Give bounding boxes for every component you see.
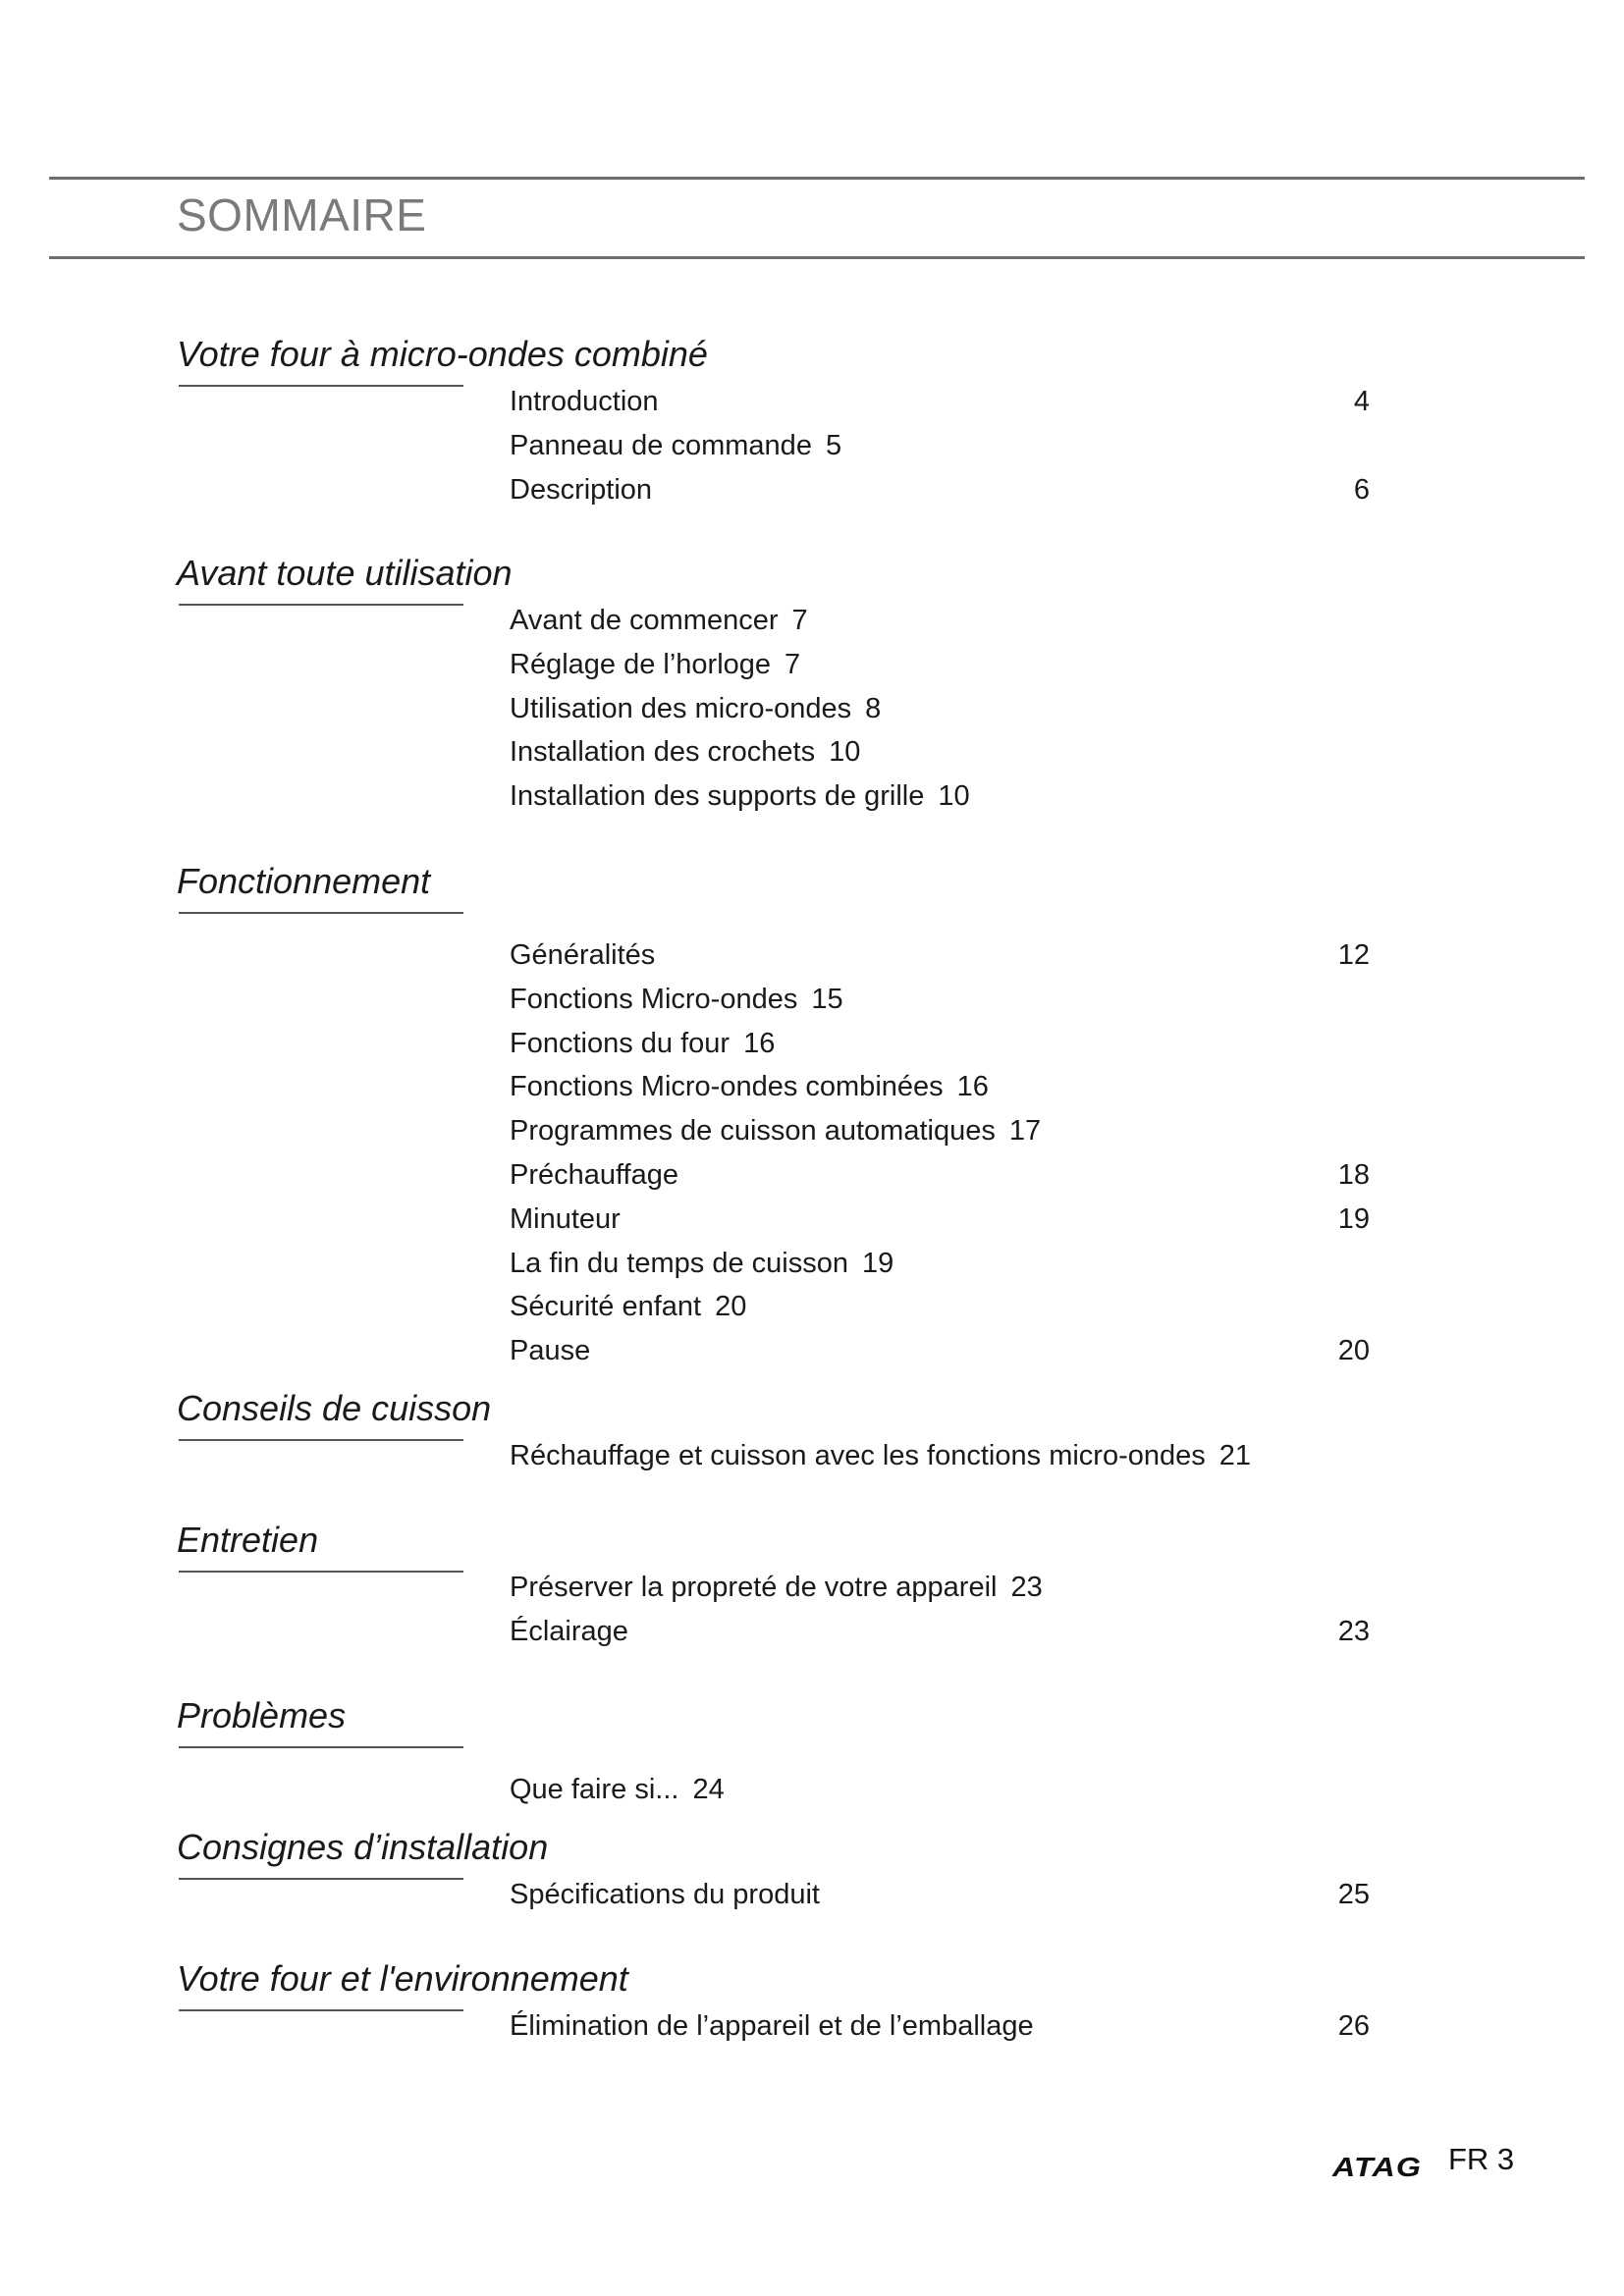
- section-title: Entretien: [177, 1520, 319, 1560]
- toc-entry-page: 24: [692, 1774, 725, 1805]
- toc-entry[interactable]: [0, 1616, 1624, 1655]
- section-underline: [179, 1746, 463, 1748]
- toc-entry-page: 5: [825, 429, 842, 461]
- toc-entry-label: Préchauffage: [510, 1159, 678, 1191]
- toc-entry-label: Éclairage: [510, 1615, 628, 1647]
- toc-entry-label: Introduction: [510, 386, 659, 417]
- toc-entry[interactable]: [0, 984, 1624, 1023]
- toc-entry[interactable]: [0, 1572, 1624, 1611]
- toc-entry-line: [510, 1572, 1043, 1604]
- toc-entry-line: [510, 1248, 893, 1280]
- toc-entry-label: Installation des crochets: [510, 736, 816, 769]
- section-title: Votre four et l'environnement: [177, 1958, 628, 1999]
- toc-entry-page: 12: [1337, 939, 1370, 971]
- toc-entry-label: Sécurité enfant: [510, 1291, 702, 1323]
- toc-entry-page: 8: [865, 692, 882, 724]
- section-title: Avant toute utilisation: [177, 553, 513, 593]
- toc-entry-line: [510, 780, 970, 813]
- header-bottom-rule: [49, 256, 1585, 259]
- toc-entry-page: 15: [811, 983, 843, 1015]
- toc-entry-label: Pause: [510, 1335, 591, 1367]
- section-underline: [179, 912, 463, 914]
- section-title: Consignes d’installation: [177, 1827, 549, 1867]
- toc-entry-page: 7: [791, 605, 808, 636]
- toc-entry[interactable]: [0, 1115, 1624, 1154]
- page-reference: FR 3: [1448, 2142, 1515, 2176]
- toc-entry-page: 4: [1353, 386, 1370, 417]
- toc-entry[interactable]: [0, 1774, 1624, 1813]
- toc-entry-page: 16: [956, 1071, 989, 1103]
- toc-entry-label: Description: [510, 473, 653, 506]
- toc-entry[interactable]: [0, 1248, 1624, 1287]
- toc-entry[interactable]: [0, 1203, 1624, 1243]
- toc-entry-page: 7: [785, 648, 801, 680]
- toc-entry[interactable]: [0, 736, 1624, 775]
- toc-entry[interactable]: [0, 1291, 1624, 1330]
- toc-entry-label: Fonctions Micro-ondes: [510, 983, 798, 1015]
- section-title: Conseils de cuisson: [177, 1388, 492, 1428]
- toc-entry-line: [510, 1291, 746, 1323]
- toc-entry-line: [510, 1440, 1251, 1472]
- toc-entry[interactable]: [0, 605, 1624, 644]
- toc-entry-line: [510, 430, 841, 462]
- toc-entry-label: Minuteur: [510, 1202, 621, 1235]
- toc-entry[interactable]: [0, 649, 1624, 688]
- toc-entry[interactable]: [0, 1879, 1624, 1918]
- toc-entry-line: [510, 693, 881, 725]
- toc-entry[interactable]: [0, 1440, 1624, 1479]
- toc-entry-line: [510, 1774, 725, 1806]
- brand-logo: ATAG: [1332, 2152, 1423, 2182]
- toc-entry-label: Panneau de commande: [510, 429, 812, 461]
- page-title: SOMMAIRE: [177, 189, 427, 240]
- toc-entry[interactable]: [0, 693, 1624, 732]
- toc-entry-page: 19: [861, 1247, 894, 1279]
- toc-entry-page: 20: [715, 1291, 747, 1323]
- toc-entry-page: 20: [1337, 1335, 1370, 1367]
- toc-entry-label: Réglage de l’horloge: [510, 648, 772, 680]
- toc-entry-page: 19: [1337, 1202, 1370, 1235]
- toc-entry[interactable]: [0, 1159, 1624, 1199]
- toc-entry[interactable]: [0, 430, 1624, 469]
- toc-entry-label: Fonctions du four: [510, 1027, 731, 1059]
- toc-entry-label: Réchauffage et cuisson avec les fonctions micro-ondes: [510, 1440, 1206, 1471]
- toc-entry-page: 16: [743, 1027, 776, 1059]
- toc-entry[interactable]: [0, 386, 1624, 425]
- toc-entry-label: Que faire si...: [510, 1774, 679, 1805]
- toc-entry-label: Fonctions Micro-ondes combinées: [510, 1071, 944, 1103]
- toc-entry-page: 6: [1353, 473, 1370, 506]
- toc-entry-label: Utilisation des micro-ondes: [510, 692, 852, 724]
- toc-entry-page: 10: [829, 736, 861, 769]
- toc-entry-page: 21: [1218, 1440, 1252, 1471]
- toc-entry-label: Avant de commencer: [510, 605, 779, 636]
- toc-entry-label: Spécifications du produit: [510, 1879, 820, 1910]
- toc-entry-page: 10: [938, 780, 970, 813]
- header-top-rule: [49, 177, 1585, 180]
- toc-entry-line: [510, 1115, 1041, 1148]
- section-title: Fonctionnement: [177, 861, 431, 901]
- toc-entry-page: 26: [1337, 2010, 1370, 2042]
- toc-entry[interactable]: [0, 1028, 1624, 1067]
- toc-entry[interactable]: [0, 1071, 1624, 1110]
- toc-entry-line: [510, 649, 800, 681]
- section-title: Votre four à micro-ondes combiné: [177, 334, 708, 374]
- toc-entry-page: 23: [1010, 1572, 1043, 1603]
- section-title: Problèmes: [177, 1695, 347, 1735]
- toc-entry-label: Élimination de l’appareil et de l’emballage: [510, 2010, 1034, 2042]
- toc-entry-page: 17: [1008, 1115, 1042, 1148]
- toc-entry-page: 18: [1337, 1159, 1370, 1191]
- toc-entry-label: Installation des supports de grille: [510, 780, 925, 813]
- toc-entry-line: [510, 736, 860, 769]
- toc-entry[interactable]: [0, 474, 1624, 513]
- toc-entry[interactable]: [0, 780, 1624, 820]
- toc-entry-label: La fin du temps de cuisson: [510, 1247, 848, 1279]
- toc-entry[interactable]: [0, 939, 1624, 979]
- toc-entry-line: [510, 984, 843, 1016]
- toc-entry-page: 23: [1337, 1615, 1370, 1647]
- toc-entry[interactable]: [0, 2010, 1624, 2050]
- toc-entry-label: Préserver la propreté de votre appareil: [510, 1572, 998, 1603]
- toc-entry-line: [510, 1071, 989, 1103]
- toc-entry-line: [510, 605, 808, 637]
- toc-entry[interactable]: [0, 1335, 1624, 1374]
- toc-entry-page: 25: [1337, 1879, 1370, 1910]
- toc-entry-line: [510, 1028, 775, 1060]
- toc-entry-label: Programmes de cuisson automatiques: [510, 1115, 996, 1148]
- toc-entry-label: Généralités: [510, 939, 656, 971]
